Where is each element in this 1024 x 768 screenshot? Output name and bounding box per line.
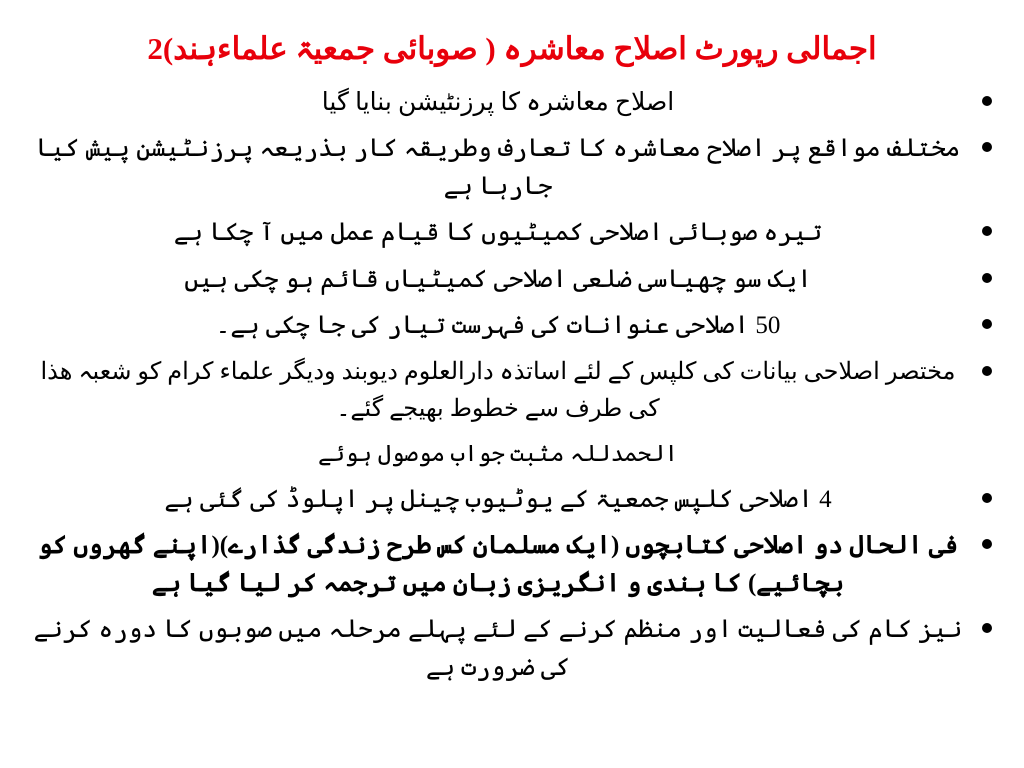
list-item — [26, 307, 998, 345]
bullet-dot-icon — [982, 142, 992, 152]
list-item — [26, 84, 998, 122]
bullet-dot-icon — [982, 319, 992, 329]
list-item-text: 4 اصلاحی کلپس جمعیۃ کے یوٹیوب چینل پر اپلوڈ کی گئی ہے — [164, 485, 832, 513]
list-item — [26, 130, 998, 205]
list-item — [26, 527, 998, 602]
page-title: اجمالی رپورٹ اصلاح معاشرہ ( صوبائی جمعیۃ علماءہند)2 — [147, 31, 877, 66]
bullet-dot-icon — [982, 96, 992, 106]
bullet-dot-icon — [982, 366, 992, 376]
list-item-text: اصلاح معاشرہ کا پرزنٹیشن بنایا گیا — [321, 88, 675, 116]
list-item-text: مختصر اصلاحی بیانات کی کلپس کے لئے اساتذہ دارالعلوم دیوبند ودیگر علماء کرام کو شعبہ ھذا کی طرف سے خطوط بھیجے گئے۔ — [40, 358, 956, 423]
list-item-text: نیز کام کی فعالیت اور منظم کرنے کے لئے پہلے مرحلہ میں صوبوں کا دورہ کرنے کی ضرورت ہے — [33, 616, 963, 681]
list-item — [26, 611, 998, 686]
list-item-text: فی الحال دو اصلاحی کتابچوں (ایک مسلمان کس طرح زندگی گذارے)(اپنے گھروں کو بچائیے) کا ہندی و انگریزی زبان میں ترجمہ کر لیا گیا ہے — [37, 532, 959, 597]
list-item-text: مختلف مواقع پر اصلاح معاشرہ کا تعارف وطریقہ کار بذریعہ پرزنٹیشن پیش کیا جارہا ہے — [35, 135, 961, 200]
bullet-dot-icon — [982, 623, 992, 633]
bullet-list — [26, 84, 998, 695]
list-item-text: 50 اصلاحی عنوانات کی فہرست تیار کی جا چکی ہے۔ — [215, 312, 781, 340]
bullet-dot-icon — [982, 539, 992, 549]
list-item — [26, 261, 998, 299]
list-item-text: تیرہ صوبائی اصلاحی کمیٹیوں کا قیام عمل میں آ چکا ہے — [173, 219, 823, 247]
list-item — [26, 481, 998, 519]
list-item — [26, 214, 998, 252]
bullet-dot-icon — [982, 493, 992, 503]
list-item-sub — [26, 437, 998, 472]
bullet-dot-icon — [982, 273, 992, 283]
list-item-text: الحمدللہ مثبت جواب موصول ہوئے — [318, 441, 678, 467]
list-item-text: ایک سو چھیاسی ضلعی اصلاحی کمیٹیاں قائم ہو چکی ہیں — [184, 265, 812, 293]
list-item — [26, 354, 998, 428]
bullet-dot-icon — [982, 226, 992, 236]
